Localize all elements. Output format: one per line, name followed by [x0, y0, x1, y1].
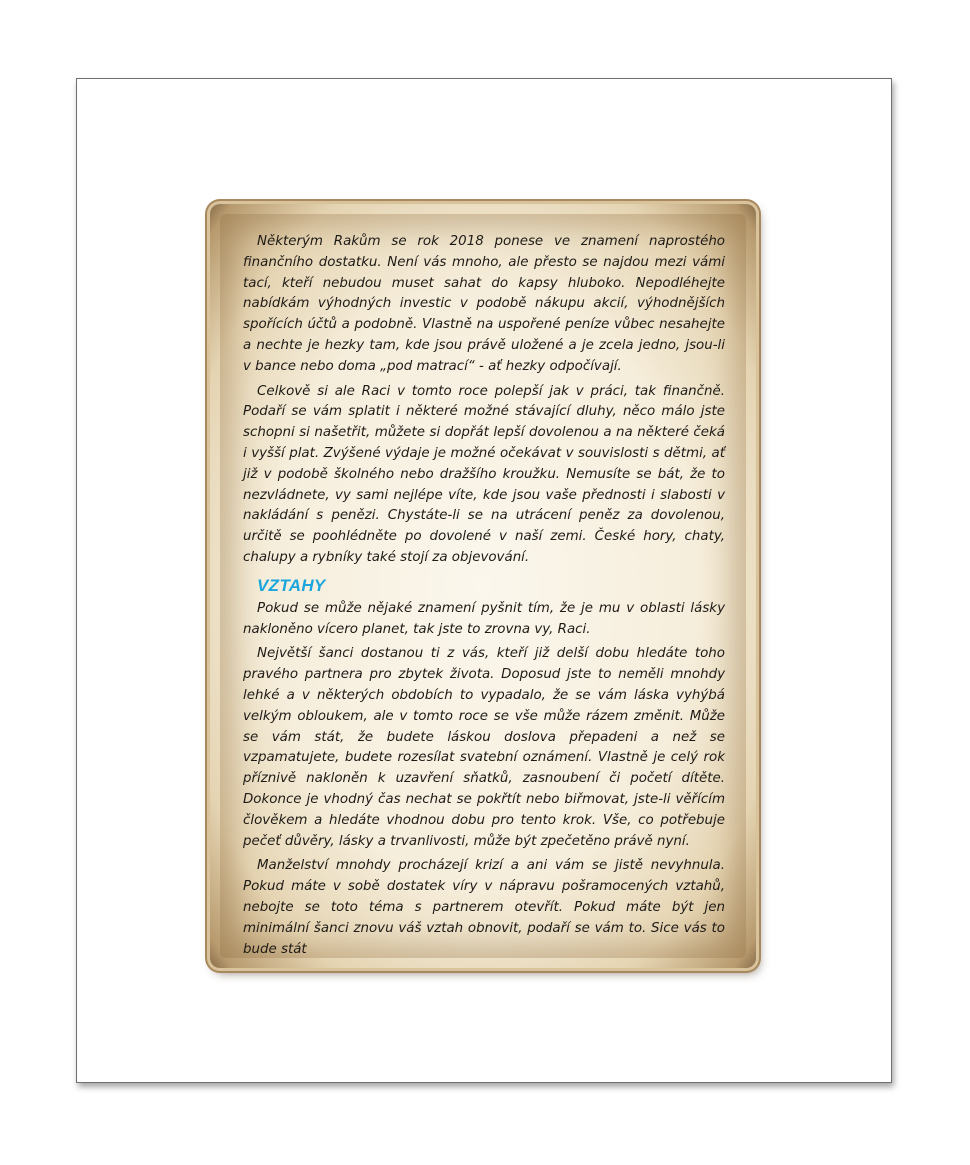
paragraph-finance-2: Celkově si ale Raci v tomto roce polepší jak v práci, tak finančně. Podaří se vám splatit i některé možné stávající dluhy, něco málo jste schopni si našetřit, můžete si dopřát lepší dovolenou a na některé čeká i vyšší plat. Zvýšené výdaje je možné očekávat v souvislosti s dětmi, ať již v podobě školného nebo dražšího kroužku. Nemusíte se bát, že to nezvládnete, vy sami nejlépe víte, kde jsou vaše přednosti i slabosti v nakládání s penězi. Chystáte-li se na utrácení peněz za dovolenou, určitě se poohlédněte po dovolené v naší zemi. České hory, chaty, chalupy a rybníky také stojí za objevování.: [243, 383, 725, 565]
article-body: [243, 232, 725, 964]
paragraph-finance-1: Některým Rakům se rok 2018 ponese ve znamení naprostého finančního dostatku. Není vás mnoho, ale přesto se najdou mezi vámi tací, kteří nebudou muset sahat do kapsy hluboko. Nepodléhejte nabídkám výhodných investic v podobě nákupu akcií, výhodnějších spořících účtů a podobně. Vlastně na uspořené peníze vůbec nesahejte a nechte je hezky tam, kde jsou právě uložené a je zcela jedno, jsou-li v bance nebo doma „pod matrací“ - ať hezky odpočívají.: [243, 234, 725, 374]
paragraph-relationships-3: Manželství mnohdy procházejí krizí a ani vám se jistě nevyhnula. Pokud máte v sobě dostatek víry v nápravu pošramocených vztahů, nebojte se toto téma s partnerem otevřít. Pokud máte být jen minimální šanci znovu váš vztah obnovit, podaří se vám to. Sice vás to bude stát: [243, 858, 725, 957]
section-heading: VZTAHY: [257, 575, 326, 595]
paragraph-relationships-1: Pokud se může nějaké znamení pyšnit tím, že je mu v oblasti lásky nakloněno vícero planet, tak jste to zrovna vy, Raci.: [243, 600, 725, 637]
paragraph-relationships-2: Největší šanci dostanou ti z vás, kteří již delší dobu hledáte toho pravého partnera pro zbytek života. Doposud jste to neměli mnohdy lehké a v některých obdobích to vypadalo, že se vám láska vyhýbá velkým obloukem, ale v tomto roce se vše může rázem změnit. Může se vám stát, že budete láskou doslova přepadeni a než se vzpamatujete, budete rozesílat svatební oznámení. Vlastně je celý rok příznivě nakloněn k uzavření sňatků, zasnoubení či početí dítěte. Dokonce je vhodný čas nechat se pokřtít nebo biřmovat, jste-li věřícím člověkem a hledáte vhodnou dobu pro tento krok. Vše, co potřebuje pečeť důvěry, lásky a trvanlivosti, může být zpečetěno právě nyní.: [243, 646, 725, 849]
